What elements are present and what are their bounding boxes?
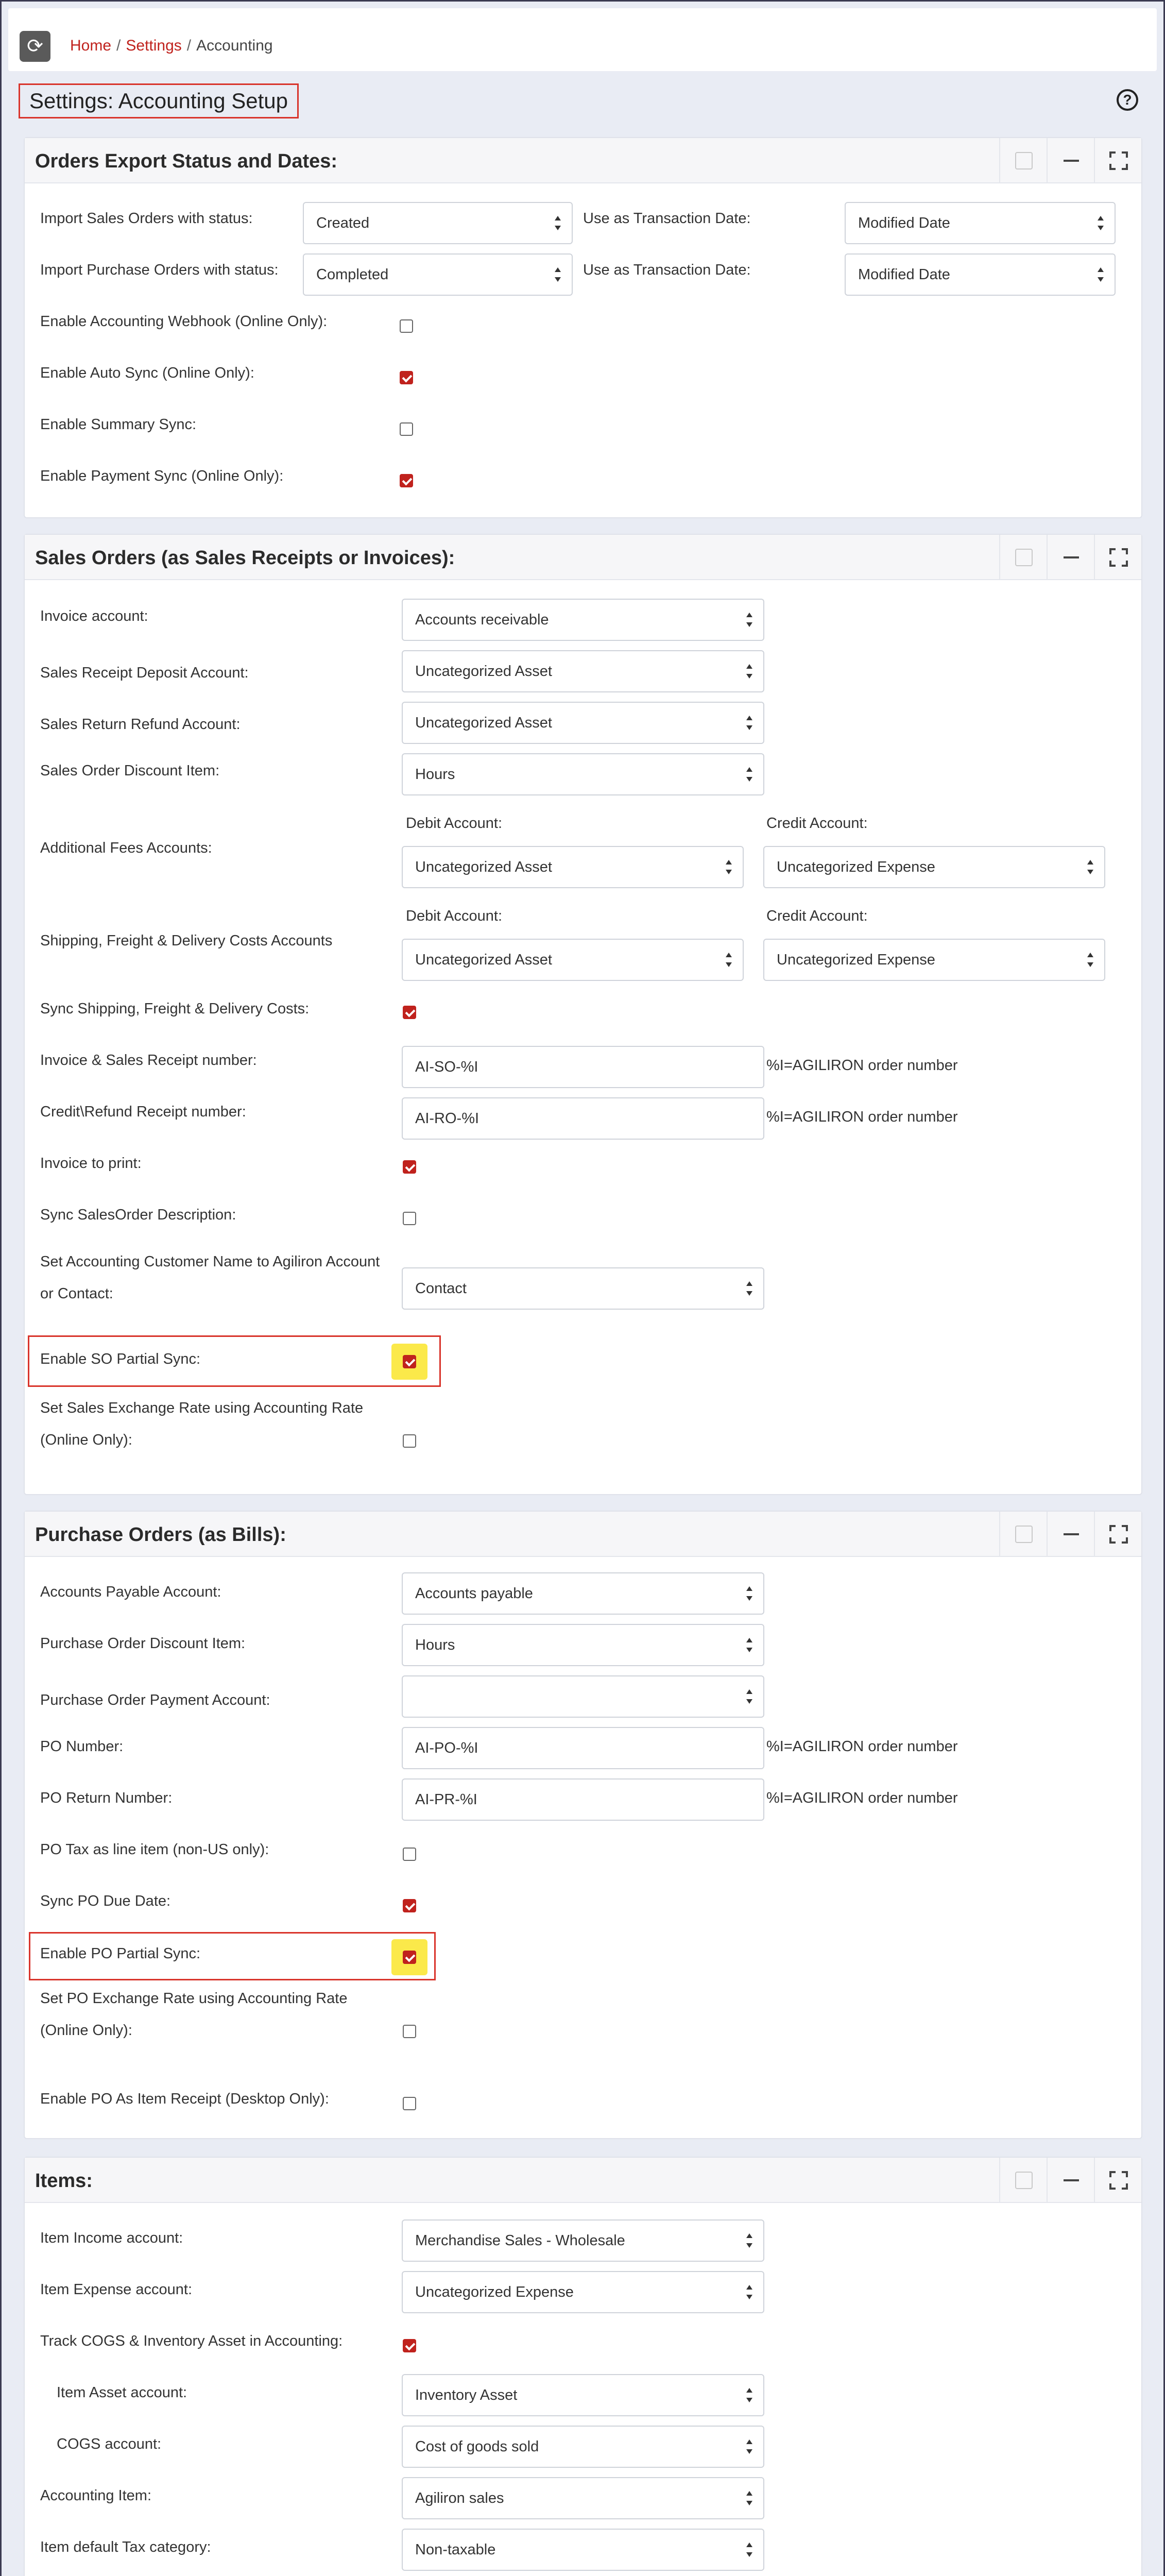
accounting-item-select[interactable]: Agiliron sales xyxy=(402,2477,764,2519)
webhook-label: Enable Accounting Webhook (Online Only): xyxy=(40,313,328,330)
po-item-receipt-label: Enable PO As Item Receipt (Desktop Only): xyxy=(40,2091,329,2107)
cogs-track-label: Track COGS & Inventory Asset in Accounting: xyxy=(40,2333,343,2349)
po-number-input[interactable]: AI-PO-%I xyxy=(402,1727,764,1769)
auto-sync-label: Enable Auto Sync (Online Only): xyxy=(40,365,254,381)
customer-name-label: Set Accounting Customer Name to Agiliron Account or Contact: xyxy=(40,1253,380,1302)
po-tax-line-label: PO Tax as line item (non-US only): xyxy=(40,1841,269,1858)
select-panel-checkbox[interactable] xyxy=(999,535,1047,579)
income-account-select[interactable]: Merchandise Sales - Wholesale xyxy=(402,2219,764,2262)
po-number-label: PO Number: xyxy=(40,1738,124,1755)
invoice-number-label: Invoice & Sales Receipt number: xyxy=(40,1052,257,1069)
fullscreen-icon[interactable] xyxy=(1094,1512,1141,1556)
deposit-account-label: Sales Receipt Deposit Account: xyxy=(40,665,249,681)
expense-account-label: Item Expense account: xyxy=(40,2281,192,2298)
panel-header xyxy=(25,138,1141,183)
import-purchase-status-select[interactable]: Completed xyxy=(303,253,573,296)
discount-item-label: Sales Order Discount Item: xyxy=(40,762,220,779)
po-item-receipt-checkbox[interactable] xyxy=(403,2097,416,2110)
sync-shipping-checkbox[interactable] xyxy=(403,1006,416,1019)
panel-title: Items: xyxy=(35,2170,93,2192)
panel-tools xyxy=(999,535,1141,579)
panel-title: Purchase Orders (as Bills): xyxy=(35,1524,286,1546)
shipping-debit-select[interactable]: Uncategorized Asset xyxy=(402,939,744,981)
po-exchange-rate-checkbox[interactable] xyxy=(403,2025,416,2038)
sales-orders-panel xyxy=(24,534,1142,1495)
payment-sync-checkbox[interactable] xyxy=(400,474,413,487)
sync-shipping-label: Sync Shipping, Freight & Delivery Costs: xyxy=(40,1001,310,1017)
fees-accounts-label: Additional Fees Accounts: xyxy=(40,840,212,856)
discount-item-select[interactable]: Hours xyxy=(402,753,764,795)
sales-transaction-date-label: Use as Transaction Date: xyxy=(583,210,751,227)
po-return-hint: %I=AGILIRON order number xyxy=(766,1790,958,1806)
po-due-date-label: Sync PO Due Date: xyxy=(40,1893,171,1909)
refresh-icon[interactable]: ⟳ xyxy=(20,31,50,62)
fullscreen-icon[interactable] xyxy=(1094,138,1141,182)
invoice-print-label: Invoice to print: xyxy=(40,1155,142,1172)
breadcrumb-settings[interactable]: Settings xyxy=(126,37,182,54)
breadcrumb xyxy=(70,37,273,55)
po-discount-label: Purchase Order Discount Item: xyxy=(40,1635,246,1652)
invoice-account-label: Invoice account: xyxy=(40,608,148,624)
expense-account-select[interactable]: Uncategorized Expense xyxy=(402,2271,764,2313)
credit-refund-label: Credit\Refund Receipt number: xyxy=(40,1104,246,1120)
credit-refund-input[interactable]: AI-RO-%I xyxy=(402,1097,764,1140)
purchase-orders-panel xyxy=(24,1511,1142,2139)
import-sales-status-select[interactable]: Created xyxy=(303,202,573,244)
shipping-debit-label: Debit Account: xyxy=(406,908,502,924)
po-exchange-rate-label: Set PO Exchange Rate using Accounting Rate (Online Only): xyxy=(40,1990,348,2039)
tax-category-label: Item default Tax category: xyxy=(40,2539,211,2555)
deposit-account-select[interactable]: Uncategorized Asset xyxy=(402,650,764,692)
po-payment-label: Purchase Order Payment Account: xyxy=(40,1692,270,1708)
collapse-icon[interactable] xyxy=(1047,1512,1094,1556)
customer-name-select[interactable]: Contact xyxy=(402,1267,764,1310)
po-tax-line-checkbox[interactable] xyxy=(403,1848,416,1861)
po-payment-select[interactable] xyxy=(402,1675,764,1718)
fullscreen-icon[interactable] xyxy=(1094,535,1141,579)
orders-export-panel xyxy=(24,137,1142,518)
invoice-print-checkbox[interactable] xyxy=(403,1160,416,1174)
panel-tools xyxy=(999,2158,1141,2202)
fullscreen-icon[interactable] xyxy=(1094,2158,1141,2202)
po-partial-sync-checkbox[interactable] xyxy=(403,1951,416,1964)
fees-debit-select[interactable]: Uncategorized Asset xyxy=(402,846,744,888)
import-purchase-label: Import Purchase Orders with status: xyxy=(40,262,279,278)
cogs-track-checkbox[interactable] xyxy=(403,2339,416,2352)
payable-account-label: Accounts Payable Account: xyxy=(40,1584,221,1600)
po-number-hint: %I=AGILIRON order number xyxy=(766,1738,958,1755)
description-sync-label: Sync SalesOrder Description: xyxy=(40,1207,236,1223)
payment-sync-label: Enable Payment Sync (Online Only): xyxy=(40,468,284,484)
page-title: Settings: Accounting Setup xyxy=(19,83,299,118)
webhook-checkbox[interactable] xyxy=(400,319,413,333)
purchase-transaction-date-select[interactable]: Modified Date xyxy=(845,253,1116,296)
shipping-accounts-label: Shipping, Freight & Delivery Costs Accounts xyxy=(40,933,333,949)
fees-credit-label: Credit Account: xyxy=(766,815,868,832)
import-sales-label: Import Sales Orders with status: xyxy=(40,210,253,227)
help-icon[interactable]: ? xyxy=(1117,89,1138,111)
po-partial-sync-label: Enable PO Partial Sync: xyxy=(40,1945,201,1962)
po-discount-select[interactable]: Hours xyxy=(402,1624,764,1666)
sales-exchange-rate-checkbox[interactable] xyxy=(403,1434,416,1448)
breadcrumb-separator: / xyxy=(186,37,192,54)
summary-sync-label: Enable Summary Sync: xyxy=(40,416,197,433)
panel-title: Sales Orders (as Sales Receipts or Invoices): xyxy=(35,547,455,569)
select-panel-checkbox[interactable] xyxy=(999,138,1047,182)
tax-category-select[interactable]: Non-taxable xyxy=(402,2529,764,2571)
collapse-icon[interactable] xyxy=(1047,535,1094,579)
breadcrumb-current: Accounting xyxy=(196,37,273,54)
invoice-account-select[interactable]: Accounts receivable xyxy=(402,599,764,641)
panel-header xyxy=(25,2158,1141,2203)
payable-account-select[interactable]: Accounts payable xyxy=(402,1572,764,1615)
panel-header xyxy=(25,535,1141,580)
panel-tools xyxy=(999,138,1141,182)
cogs-account-select[interactable]: Cost of goods sold xyxy=(402,2426,764,2468)
summary-sync-checkbox[interactable] xyxy=(400,422,413,436)
collapse-icon[interactable] xyxy=(1047,2158,1094,2202)
invoice-number-input[interactable]: AI-SO-%I xyxy=(402,1046,764,1088)
invoice-number-hint: %I=AGILIRON order number xyxy=(766,1057,958,1074)
refund-account-label: Sales Return Refund Account: xyxy=(40,716,241,733)
shipping-credit-label: Credit Account: xyxy=(766,908,868,924)
collapse-icon[interactable] xyxy=(1047,138,1094,182)
accounting-item-label: Accounting Item: xyxy=(40,2487,151,2504)
shipping-credit-select[interactable]: Uncategorized Expense xyxy=(763,939,1105,981)
cogs-account-label: COGS account: xyxy=(57,2436,162,2452)
po-return-input[interactable]: AI-PR-%I xyxy=(402,1778,764,1821)
po-return-label: PO Return Number: xyxy=(40,1790,173,1806)
breadcrumb-separator: / xyxy=(116,37,121,54)
fees-credit-select[interactable]: Uncategorized Expense xyxy=(763,846,1105,888)
panel-tools xyxy=(999,1512,1141,1556)
panel-title: Orders Export Status and Dates: xyxy=(35,150,338,172)
purchase-transaction-date-label: Use as Transaction Date: xyxy=(583,262,751,278)
income-account-label: Item Income account: xyxy=(40,2230,183,2246)
items-panel xyxy=(24,2157,1142,2576)
so-partial-sync-checkbox[interactable] xyxy=(403,1355,416,1368)
select-panel-checkbox[interactable] xyxy=(999,1512,1047,1556)
description-sync-checkbox[interactable] xyxy=(403,1212,416,1225)
panel-header xyxy=(25,1512,1141,1557)
top-bar xyxy=(8,8,1157,71)
auto-sync-checkbox[interactable] xyxy=(400,371,413,384)
breadcrumb-home[interactable]: Home xyxy=(70,37,112,54)
sales-exchange-rate-label: Set Sales Exchange Rate using Accounting Rate (Online Only): xyxy=(40,1400,364,1448)
asset-account-label: Item Asset account: xyxy=(57,2384,187,2401)
po-due-date-checkbox[interactable] xyxy=(403,1899,416,1912)
select-panel-checkbox[interactable] xyxy=(999,2158,1047,2202)
asset-account-select[interactable]: Inventory Asset xyxy=(402,2374,764,2416)
sales-transaction-date-select[interactable]: Modified Date xyxy=(845,202,1116,244)
fees-debit-label: Debit Account: xyxy=(406,815,502,832)
refund-account-select[interactable]: Uncategorized Asset xyxy=(402,702,764,744)
credit-refund-hint: %I=AGILIRON order number xyxy=(766,1109,958,1125)
so-partial-sync-label: Enable SO Partial Sync: xyxy=(40,1351,201,1367)
